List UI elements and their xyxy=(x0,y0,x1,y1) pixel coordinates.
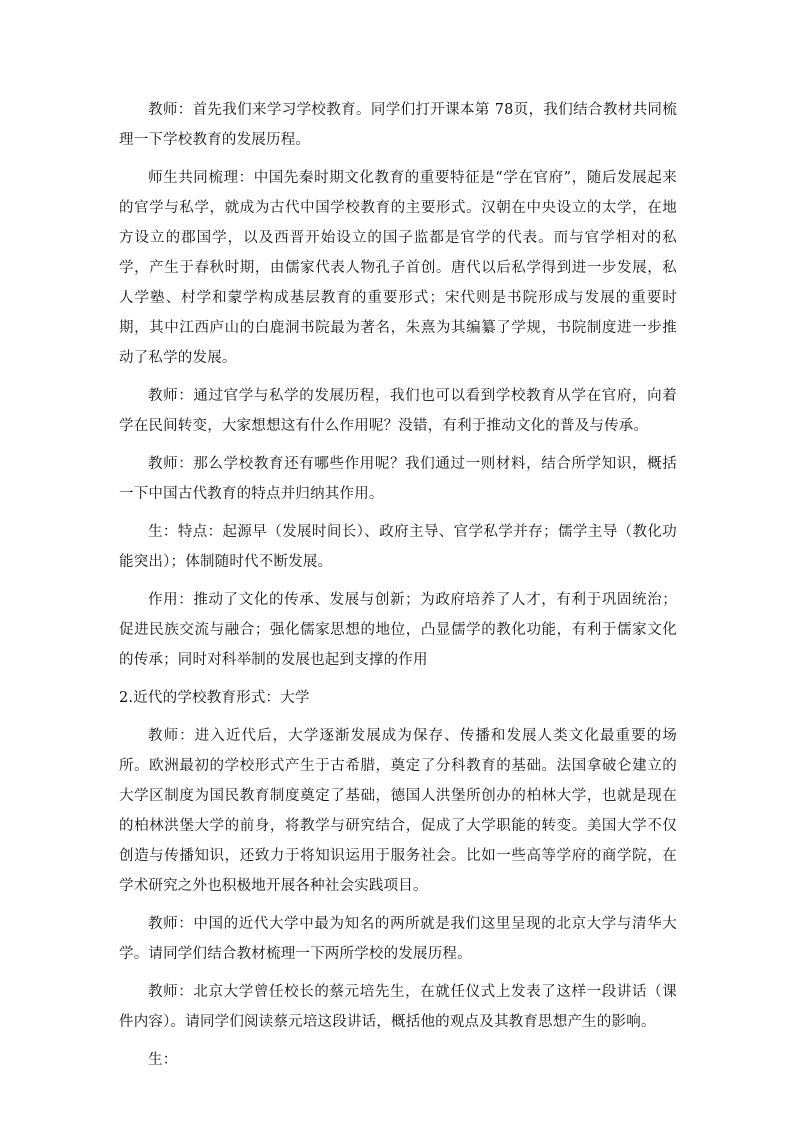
paragraph-student-features: 生：特点：起源早（发展时间长）、政府主导、官学私学并存；儒学主导（教化功能突出）；体制随时代不断发展。 xyxy=(119,524,677,570)
paragraph-teacher-question: 教师：通过官学与私学的发展历程，我们也可以看到学校教育从学在官府，向着学在民间转变，大家想想这有什么作用呢？没错，有利于推动文化的普及与传承。 xyxy=(119,388,677,434)
paragraph-modern-university: 教师：进入近代后，大学逐渐发展成为保存、传播和发展人类文化最重要的场所。欧洲最初的学校形式产生于古希腊，奠定了分科教育的基础。法国拿破仑建立的大学区制度为国民教育制度奠定了基础，德国人洪堡所创办的柏林大学，也就是现在的柏林洪堡大学的前身，将教学与研究结合，促成了大学职能的转变。美国大学不仅创造与传播知识，还致力于将知识运用于服务社会。比如一些高等学府的商学院，在学术研究之外也积极地开展各种社会实践项目。 xyxy=(119,728,677,894)
document-page xyxy=(119,95,677,1083)
paragraph-teacher-material: 教师：那么学校教育还有哪些作用呢？我们通过一则材料，结合所学知识，概括一下中国古代教育的特点并归纳其作用。 xyxy=(119,456,677,502)
section-heading-university: 2.近代的学校教育形式：大学 xyxy=(119,690,310,706)
paragraph-teacher-intro: 教师：首先我们来学习学校教育。同学们打开课本第 78页，我们结合教材共同梳理一下学校教育的发展历程。 xyxy=(119,102,677,148)
paragraph-student-answer: 生： xyxy=(148,1052,178,1068)
paragraph-chinese-universities: 教师：中国的近代大学中最为知名的两所就是我们这里呈现的北京大学与清华大学。请同学们结合教材梳理一下两所学校的发展历程。 xyxy=(119,916,677,962)
paragraph-functions: 作用：推动了文化的传承、发展与创新；为政府培养了人才，有利于巩固统治；促进民族交流与融合；强化儒家思想的地位，凸显儒学的教化功能，有利于儒家文化的传承；同时对科举制的发展也起到支撑的作用 xyxy=(119,592,677,668)
paragraph-joint-review: 师生共同梳理：中国先秦时期文化教育的重要特征是“学在官府”，随后发展起来的官学与私学，就成为古代中国学校教育的主要形式。汉朝在中央设立的太学，在地方设立的郡国学，以及西晋开始设立的国子监都是官学的代表。而与官学相对的私学，产生于春秋时期，由儒家代表人物孔子首创。唐代以后私学得到进一步发展，私人学塾、村学和蒙学构成基层教育的重要形式；宋代则是书院形成与发展的重要时期，其中江西庐山的白鹿洞书院最为著名，朱熹为其编纂了学规，书院制度进一步推动了私学的发展。 xyxy=(119,170,677,366)
paragraph-cai-yuanpei: 教师：北京大学曾任校长的蔡元培先生，在就任仪式上发表了这样一段讲话（课件内容）。请同学们阅读蔡元培这段讲话，概括他的观点及其教育思想产生的影响。 xyxy=(119,984,677,1030)
